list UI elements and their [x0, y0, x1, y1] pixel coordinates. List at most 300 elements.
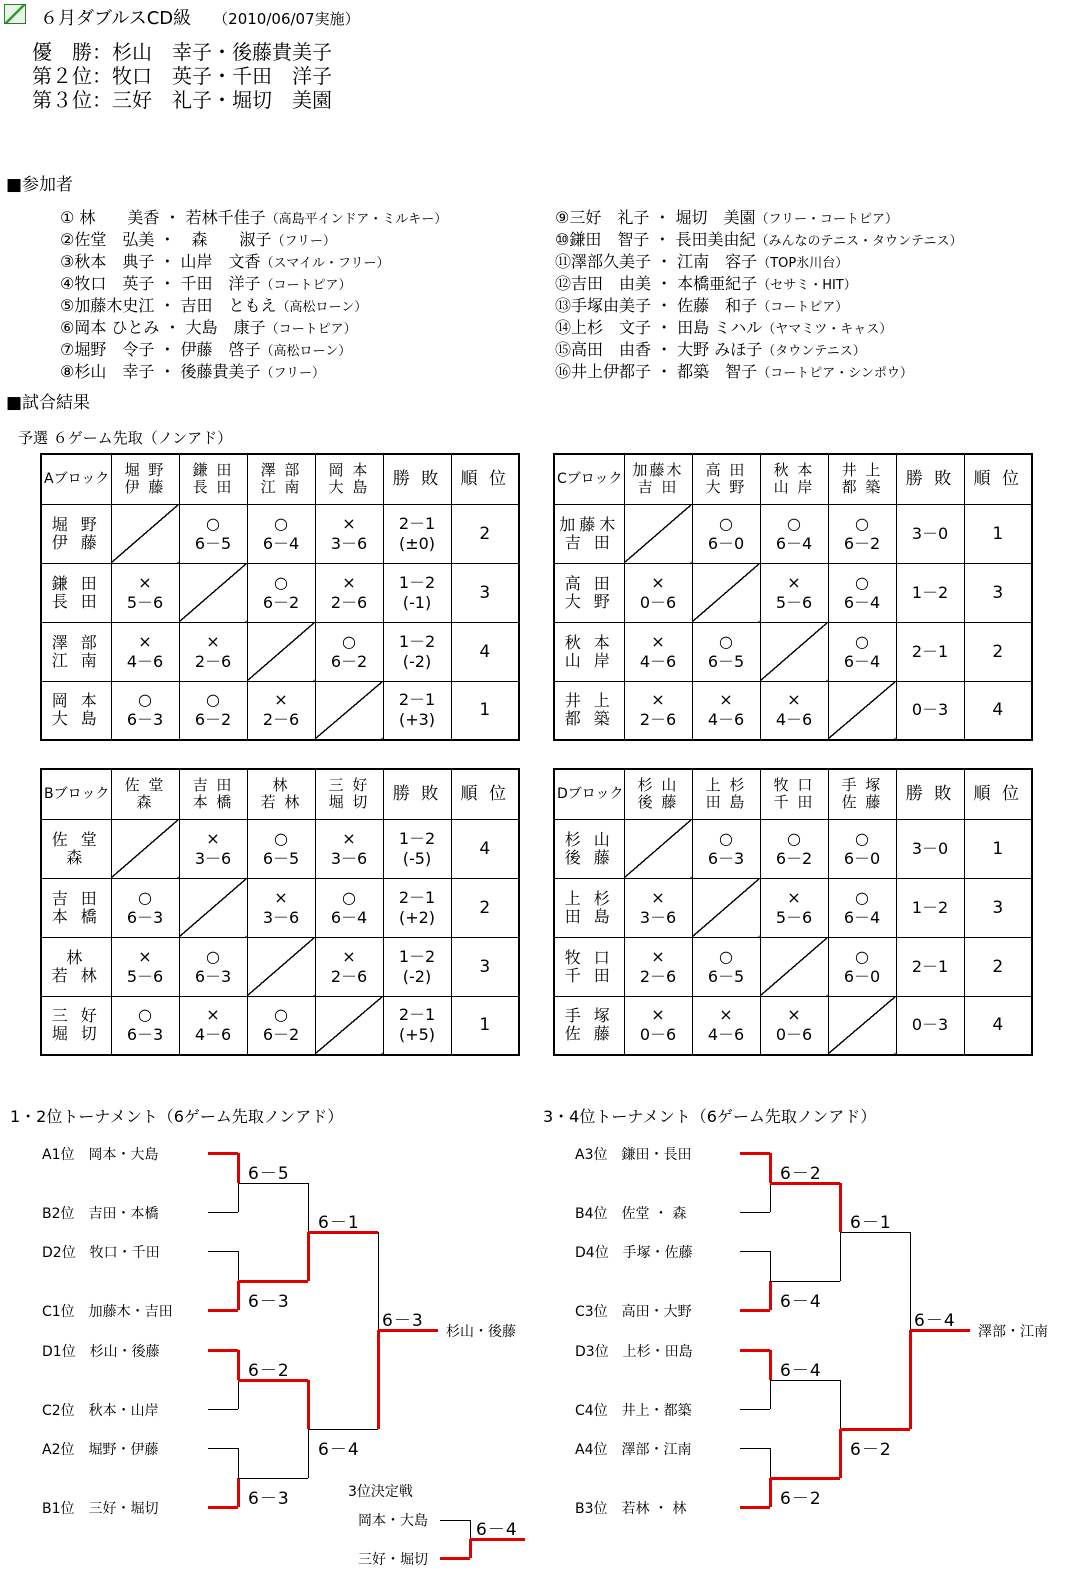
title-text: ６月ダブルスCD級 [40, 8, 192, 29]
result-score: 6－2 [843, 533, 881, 553]
row-player-name: 加藤木 吉 田 [554, 504, 624, 563]
bracket-line [740, 1349, 770, 1352]
third-place-entry: 三好・堀切 [358, 1552, 428, 1568]
result-score: 6－5 [194, 533, 232, 553]
participant: ⑭上杉 文子 ・ 田島 ミハル（ヤマミツ・キャス） [555, 318, 893, 337]
bracket-line [208, 1409, 238, 1410]
bracket-line [237, 1478, 240, 1508]
column-player-name: 牧 口 千 田 [760, 769, 828, 819]
match-score: 6－2 [780, 1163, 822, 1184]
bracket-line [740, 1152, 770, 1155]
bracket-line [208, 1309, 238, 1312]
result-mark: × [138, 631, 152, 651]
bracket-line [307, 1232, 310, 1281]
block-row [554, 878, 1032, 937]
result-score: 6－4 [262, 533, 300, 553]
result-score: 5－6 [775, 907, 813, 927]
match-result-cell [624, 996, 692, 1055]
block-row [41, 996, 519, 1055]
result-score: 3－6 [330, 848, 368, 868]
result-score: 3－6 [194, 848, 232, 868]
block-row [554, 622, 1032, 681]
column-player-name: 三 好 堀 切 [315, 769, 383, 819]
self-match-cell [828, 681, 896, 740]
result-score: 3－6 [330, 533, 368, 553]
row-player-name: 佐 堂 森 [41, 819, 111, 878]
win-loss-record [896, 996, 964, 1055]
result-score: 2－6 [194, 651, 232, 671]
row-player-name: 高 田 大 野 [554, 563, 624, 622]
result-second: 第２位：牧口 英子・千田 洋子 [32, 64, 332, 88]
result-score: 6－3 [194, 966, 232, 986]
match-result-cell [760, 819, 828, 878]
bracket-entry: D4位 手塚・佐藤 [575, 1245, 693, 1261]
match-result-cell [111, 878, 179, 937]
win-loss-record [896, 622, 964, 681]
win-loss-record [896, 937, 964, 996]
column-player-name: 高 田 大 野 [692, 454, 760, 504]
match-result-cell [760, 996, 828, 1055]
result-mark: × [342, 572, 356, 592]
match-result-cell [111, 681, 179, 740]
result-score: 0－6 [639, 1025, 677, 1045]
self-match-cell [692, 563, 760, 622]
third-place-score: 6－4 [476, 1520, 518, 1540]
bracket-line [909, 1330, 912, 1429]
bracket-line [308, 1429, 309, 1478]
result-mark: ○ [138, 887, 152, 907]
tournament-winner: 澤部・江南 [978, 1324, 1048, 1340]
result-mark: ○ [342, 887, 356, 907]
result-mark: × [342, 946, 356, 966]
win-loss-record [896, 504, 964, 563]
participant: ⑮高田 由香 ・ 大野 みほ子（タウンテニス） [555, 340, 866, 359]
participant: ③秋本 典子 ・ 山岸 文香（スマイル・フリー） [60, 252, 390, 271]
match-score: 6－4 [780, 1291, 822, 1312]
win-loss-record [383, 996, 451, 1055]
block-table [40, 453, 520, 741]
row-player-name: 井 上 都 築 [554, 681, 624, 740]
match-result-cell [315, 622, 383, 681]
match-score: 6－3 [248, 1488, 290, 1509]
rank-value: 3 [451, 937, 519, 996]
result-score: 6－5 [707, 651, 745, 671]
result-score: 6－3 [707, 848, 745, 868]
bracket-entry: C2位 秋本・山岸 [42, 1403, 159, 1419]
row-player-name: 手 塚 佐 藤 [554, 996, 624, 1055]
participant: ④牧口 英子 ・ 千田 洋子（コートピア） [60, 274, 352, 293]
result-score: 6－2 [330, 651, 368, 671]
match-result-cell [828, 563, 896, 622]
row-player-name: 杉 山 後 藤 [554, 819, 624, 878]
block-header-row [41, 769, 519, 819]
result-score: 4－6 [775, 710, 813, 730]
result-mark: × [651, 572, 665, 592]
match-result-cell [247, 996, 315, 1055]
result-mark: ○ [206, 513, 220, 533]
bracket-line [470, 1520, 471, 1539]
match-result-cell [828, 504, 896, 563]
block-label: Cブロック [554, 454, 624, 504]
match-score: 6－4 [318, 1439, 360, 1460]
bracket-line [469, 1539, 472, 1558]
block-row [554, 937, 1032, 996]
block-table [553, 768, 1033, 1056]
match-result-cell [111, 622, 179, 681]
result-mark: ○ [274, 513, 288, 533]
participants-heading: ■参加者 [6, 175, 74, 195]
win-loss-record [896, 878, 964, 937]
bracket-line [740, 1448, 770, 1449]
bracket-line [770, 1380, 771, 1410]
bracket-entry: A2位 堀野・伊藤 [42, 1442, 159, 1458]
column-player-name: 加藤木 吉 田 [624, 454, 692, 504]
bracket-line [208, 1349, 238, 1352]
match-score: 6－2 [780, 1488, 822, 1509]
match-result-cell [692, 681, 760, 740]
result-score: 4－6 [707, 710, 745, 730]
rank-value: 4 [964, 681, 1032, 740]
match-result-cell [624, 878, 692, 937]
page-title [40, 4, 360, 30]
row-player-name: 澤 部 江 南 [41, 622, 111, 681]
result-mark: × [651, 1005, 665, 1025]
match-score: 6－3 [248, 1291, 290, 1312]
game-diff: (+2) [398, 907, 436, 927]
record-value: 2－1 [398, 513, 436, 533]
result-score: 6－3 [126, 710, 164, 730]
match-result-cell [111, 563, 179, 622]
result-score: 6－0 [707, 533, 745, 553]
result-mark: ○ [719, 631, 733, 651]
result-score: 6－0 [843, 848, 881, 868]
self-match-cell [315, 996, 383, 1055]
row-player-name: 堀 野 伊 藤 [41, 504, 111, 563]
win-loss-record [383, 681, 451, 740]
result-mark: ○ [274, 1005, 288, 1025]
bracket-line [769, 1478, 772, 1508]
win-loss-header: 勝 敗 [896, 454, 964, 504]
match-result-cell [624, 622, 692, 681]
result-score: 6－4 [843, 907, 881, 927]
final-score: 6－3 [382, 1311, 424, 1331]
result-mark: × [651, 631, 665, 651]
match-result-cell [624, 563, 692, 622]
block-row [41, 681, 519, 740]
rank-value: 2 [964, 937, 1032, 996]
bracket-line [769, 1153, 772, 1183]
bracket-entry: C4位 井上・都築 [575, 1403, 692, 1419]
result-mark: ○ [855, 631, 869, 651]
bracket-line [840, 1428, 910, 1431]
game-diff: (-5) [402, 848, 432, 868]
bracket-line [237, 1153, 240, 1183]
bracket-line [238, 1478, 308, 1479]
bracket-line [770, 1477, 840, 1480]
rank-value: 4 [451, 622, 519, 681]
bracket-entry: B4位 佐堂 ・ 森 [575, 1206, 687, 1222]
result-mark: × [719, 690, 733, 710]
result-score: 6－2 [262, 1025, 300, 1045]
result-mark: × [206, 631, 220, 651]
result-first: 優 勝：杉山 幸子・後藤貴美子 [32, 40, 332, 64]
record-value: 3－0 [911, 838, 949, 858]
result-mark: ○ [138, 690, 152, 710]
match-result-cell [247, 819, 315, 878]
bracket-line [238, 1448, 239, 1478]
result-mark: × [787, 887, 801, 907]
bracket-line [840, 1380, 841, 1429]
win-loss-record [383, 563, 451, 622]
bracket-line [238, 1380, 239, 1410]
bracket-entry: C1位 加藤木・吉田 [42, 1304, 173, 1320]
bracket-line [839, 1183, 842, 1232]
result-mark: ○ [719, 946, 733, 966]
match-result-cell [247, 504, 315, 563]
bracket-entry: D2位 牧口・千田 [42, 1245, 160, 1261]
participant: ②佐堂 弘美 ・ 森 淑子（フリー） [60, 230, 336, 249]
result-third: 第３位：三好 礼子・堀切 美園 [32, 88, 332, 112]
bracket-line [840, 1232, 841, 1281]
bracket-line [308, 1429, 378, 1430]
match-result-cell [179, 504, 247, 563]
block-row [41, 937, 519, 996]
result-score: 5－6 [126, 966, 164, 986]
win-loss-record [383, 819, 451, 878]
match-result-cell [315, 563, 383, 622]
game-diff: (-2) [402, 966, 432, 986]
match-result-cell [179, 681, 247, 740]
result-score: 3－6 [262, 907, 300, 927]
result-mark: ○ [855, 513, 869, 533]
result-score: 5－6 [775, 592, 813, 612]
result-score: 6－5 [262, 848, 300, 868]
bracket-line [378, 1232, 379, 1331]
record-value: 1－2 [398, 631, 436, 651]
record-value: 2－1 [398, 1005, 436, 1025]
rank-value: 4 [451, 819, 519, 878]
block-row [554, 819, 1032, 878]
participant: ⑯井上伊都子 ・ 都築 智子（コートピア・シンポウ） [555, 362, 913, 381]
bracket-line [740, 1251, 770, 1252]
result-score: 3－6 [639, 907, 677, 927]
block-label: Bブロック [41, 769, 111, 819]
win-loss-header: 勝 敗 [383, 454, 451, 504]
rank-value: 3 [964, 563, 1032, 622]
match-result-cell [692, 504, 760, 563]
block-row [554, 504, 1032, 563]
block-label: Dブロック [554, 769, 624, 819]
result-mark: × [274, 690, 288, 710]
participants-right [555, 208, 963, 384]
record-value: 2－1 [911, 956, 949, 976]
win-loss-record [383, 622, 451, 681]
result-mark: ○ [787, 513, 801, 533]
match-result-cell [179, 622, 247, 681]
block-row [554, 563, 1032, 622]
match-result-cell [828, 937, 896, 996]
result-mark: × [651, 887, 665, 907]
block-header-row [554, 454, 1032, 504]
column-player-name: 佐 堂 森 [111, 769, 179, 819]
rank-header: 順 位 [451, 454, 519, 504]
match-score: 6－2 [850, 1439, 892, 1460]
result-score: 4－6 [194, 1025, 232, 1045]
result-score: 4－6 [639, 651, 677, 671]
record-value: 1－2 [911, 582, 949, 602]
win-loss-record [896, 563, 964, 622]
result-score: 2－6 [262, 710, 300, 730]
result-mark: ○ [206, 690, 220, 710]
participant: ⑫吉田 由美 ・ 本橋亜紀子（セサミ・HIT） [555, 274, 857, 293]
match-result-cell [760, 563, 828, 622]
match-result-cell [828, 622, 896, 681]
result-score: 6－4 [843, 651, 881, 671]
bracket-line [208, 1251, 238, 1252]
self-match-cell [179, 563, 247, 622]
row-player-name: 三 好 堀 切 [41, 996, 111, 1055]
result-score: 6－3 [126, 1025, 164, 1045]
result-mark: × [138, 946, 152, 966]
win-loss-header: 勝 敗 [383, 769, 451, 819]
tournament-winner: 杉山・後藤 [446, 1324, 516, 1340]
self-match-cell [315, 681, 383, 740]
self-match-cell [828, 996, 896, 1055]
column-player-name: 岡 本 大 島 [315, 454, 383, 504]
block-row [41, 504, 519, 563]
match-result-cell [692, 937, 760, 996]
match-result-cell [315, 878, 383, 937]
column-player-name: 手 塚 佐 藤 [828, 769, 896, 819]
bracket-line [237, 1281, 240, 1311]
result-score: 6－3 [126, 907, 164, 927]
result-mark: ○ [719, 513, 733, 533]
record-value: 2－1 [911, 641, 949, 661]
participant: ⑦堀野 令子 ・ 伊藤 啓子（高松ローン） [60, 340, 352, 359]
match-result-cell [692, 622, 760, 681]
self-match-cell [760, 937, 828, 996]
prelim-label: 予選 ６ゲーム先取（ノンアド） [18, 429, 233, 447]
column-player-name: 堀 野 伊 藤 [111, 454, 179, 504]
bracket-line [770, 1448, 771, 1478]
bracket-line [307, 1380, 310, 1429]
self-match-cell [111, 819, 179, 878]
match-result-cell [828, 819, 896, 878]
win-loss-record [896, 681, 964, 740]
match-score: 6－5 [248, 1163, 290, 1184]
result-score: 0－6 [639, 592, 677, 612]
match-result-cell [315, 504, 383, 563]
bracket-line [238, 1251, 239, 1281]
bracket-line [238, 1280, 308, 1283]
match-result-cell [111, 937, 179, 996]
bracket-line [770, 1281, 840, 1282]
result-score: 6－2 [775, 848, 813, 868]
bracket-line [208, 1448, 238, 1449]
final-score: 6－4 [914, 1311, 956, 1331]
bracket-entry: B1位 三好・堀切 [42, 1501, 159, 1517]
match-result-cell [315, 819, 383, 878]
result-score: 6－4 [330, 907, 368, 927]
rank-value: 2 [964, 622, 1032, 681]
result-score: 2－6 [330, 592, 368, 612]
row-player-name: 岡 本 大 島 [41, 681, 111, 740]
bracket-entry: B2位 吉田・本橋 [42, 1206, 159, 1222]
result-score: 2－6 [639, 710, 677, 730]
column-player-name: 上 杉 田 島 [692, 769, 760, 819]
result-score: 5－6 [126, 592, 164, 612]
result-mark: × [651, 946, 665, 966]
result-mark: ○ [342, 631, 356, 651]
match-score: 6－1 [318, 1212, 360, 1233]
record-value: 1－2 [398, 828, 436, 848]
bracket-line [910, 1232, 911, 1331]
match-result-cell [111, 996, 179, 1055]
result-mark: × [787, 1005, 801, 1025]
bracket-entry: C3位 高田・大野 [575, 1304, 692, 1320]
match-result-cell [247, 878, 315, 937]
result-mark: × [342, 513, 356, 533]
win-loss-header: 勝 敗 [896, 769, 964, 819]
column-player-name: 杉 山 後 藤 [624, 769, 692, 819]
rank-header: 順 位 [964, 769, 1032, 819]
block-table [40, 768, 520, 1056]
match-result-cell [828, 878, 896, 937]
bracket-line [208, 1212, 238, 1213]
rank-value: 3 [964, 878, 1032, 937]
record-value: 0－3 [911, 1015, 949, 1035]
bracket-line [238, 1183, 239, 1213]
record-value: 0－3 [911, 700, 949, 720]
result-mark: ○ [855, 828, 869, 848]
bracket-entry: D3位 上杉・田島 [575, 1344, 693, 1360]
column-player-name: 林 若 林 [247, 769, 315, 819]
rank-value: 2 [451, 878, 519, 937]
bracket-line [440, 1557, 470, 1560]
participants-left [60, 208, 447, 384]
record-value: 3－0 [911, 523, 949, 543]
record-value: 2－1 [398, 887, 436, 907]
result-mark: × [342, 828, 356, 848]
bracket-line [769, 1350, 772, 1380]
event-date: （2010/06/07実施） [213, 10, 360, 28]
bracket-entry: A1位 岡本・大島 [42, 1147, 159, 1163]
self-match-cell [179, 878, 247, 937]
match-result-cell [179, 996, 247, 1055]
row-player-name: 秋 本 山 岸 [554, 622, 624, 681]
match-score: 6－4 [780, 1360, 822, 1381]
result-mark: × [138, 572, 152, 592]
participant: ⑤加藤木史江 ・ 吉田 ともえ（高松ローン） [60, 296, 368, 315]
result-mark: ○ [274, 572, 288, 592]
column-player-name: 吉 田 本 橋 [179, 769, 247, 819]
result-mark: × [206, 1005, 220, 1025]
block-row [41, 563, 519, 622]
match-result-cell [692, 819, 760, 878]
match-result-cell [692, 996, 760, 1055]
bracket-line [839, 1429, 842, 1478]
record-value: 1－2 [398, 572, 436, 592]
rank-value: 1 [964, 504, 1032, 563]
block-row [554, 996, 1032, 1055]
win-loss-record [896, 819, 964, 878]
result-score: 6－4 [843, 592, 881, 612]
bracket-entry: A4位 澤部・江南 [575, 1442, 692, 1458]
result-mark: ○ [719, 828, 733, 848]
game-diff: (+3) [398, 710, 436, 730]
bracket-line [208, 1506, 238, 1509]
result-score: 2－6 [330, 966, 368, 986]
